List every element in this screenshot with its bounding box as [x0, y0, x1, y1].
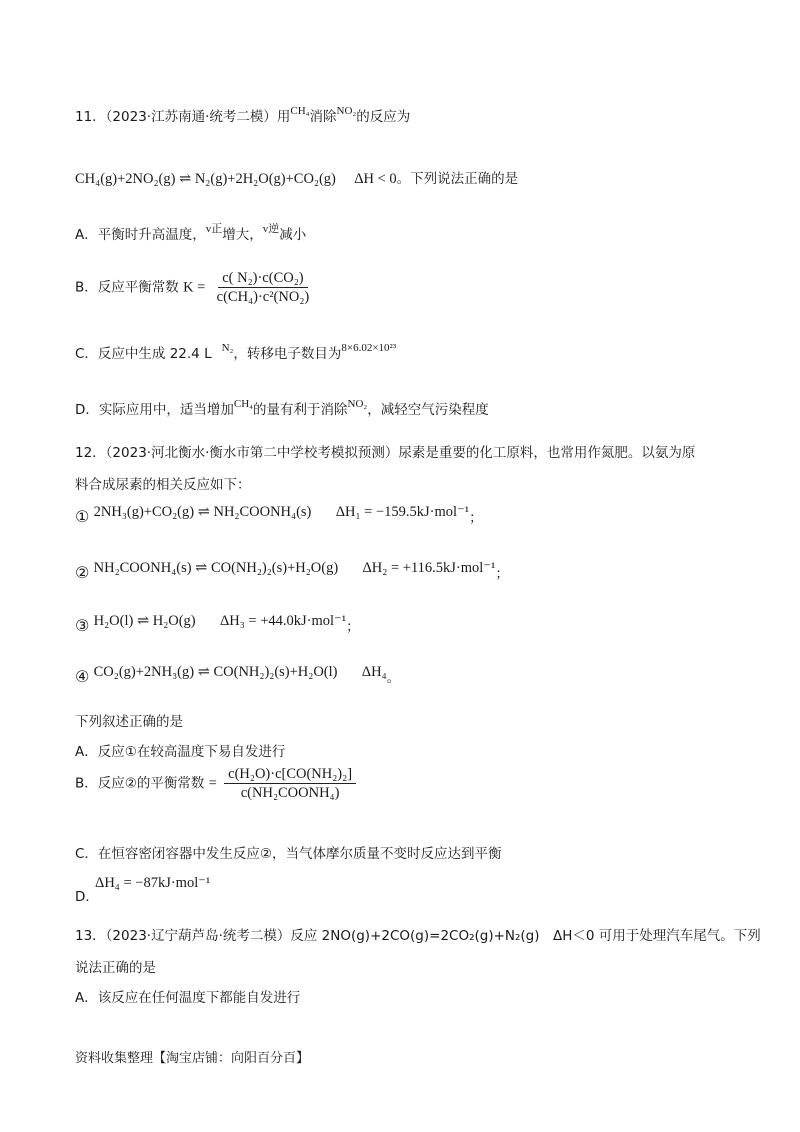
q11-option-d-text-2: 的量有利于消除	[253, 402, 348, 418]
q12-r3-equation: H₂O(l) ⇌ H₂O(g)	[93, 613, 196, 629]
q12-reaction-4	[75, 664, 401, 687]
q11-equation-line	[75, 170, 518, 188]
q12-k-numerator: c(H₂O)·c[CO(NH₂)₂]	[224, 766, 356, 784]
q12-r3-marker: ③	[75, 616, 90, 635]
q12-option-b	[75, 766, 359, 801]
q12-stem-line-1: 12．（2023·河北衡水·衡水市第二中学校考模拟预测）尿素是重要的化工原料，也常用作氮肥。以氨为原	[75, 445, 696, 461]
q11-option-d	[75, 398, 489, 420]
q12-r4-delta-h: ΔH₄	[361, 664, 387, 680]
q12-r2-end: ；	[495, 566, 509, 582]
q13-option-a: A．该反应在任何温度下都能自发进行	[75, 990, 301, 1006]
q11-eq-tail: 。下列说法正确的是	[396, 171, 519, 187]
q11-stem-text: 11．（2023·江苏南通·统考二模）用	[75, 109, 291, 125]
q12-r1-delta-h: ΔH₁ = −159.5kJ·mol⁻¹	[335, 504, 470, 520]
q11-option-a-text-3: 减小	[279, 227, 307, 243]
q11-option-c	[75, 342, 397, 364]
q12-k-denominator: c(NH₂COONH₄)	[240, 785, 340, 801]
q12-r2-marker: ②	[75, 563, 90, 582]
q11-no2-formula-2: NO₂	[347, 398, 368, 410]
q11-electron-count: 8×6.02×10²³	[341, 342, 397, 354]
q11-k-symbol: K =	[183, 279, 206, 296]
q11-stem-text-2: 消除	[309, 109, 337, 125]
q11-ch4-formula: CH₄	[290, 105, 310, 117]
q11-v-forward: v正	[205, 223, 223, 235]
q11-n2-formula: N₂	[221, 342, 234, 354]
q12-reaction-1	[75, 504, 483, 527]
q12-option-b-text: B．反应②的平衡常数	[75, 775, 205, 792]
q12-r2-equation: NH₂COONH₄(s) ⇌ CO(NH₂)₂(s)+H₂O(g)	[93, 560, 339, 576]
q11-option-d-text-3: ，减轻空气污染程度	[367, 402, 489, 418]
q12-r1-end: ；	[469, 510, 483, 526]
q12-reaction-3	[75, 613, 360, 636]
q12-stem-line-2: 料合成尿素的相关反应如下：	[75, 477, 251, 493]
q11-k-fraction	[213, 270, 314, 305]
q11-option-c-text-2: ，转移电子数目为	[233, 346, 342, 362]
q13-stem-line-1: 13．（2023·辽宁葫芦岛·统考二模）反应 2NO(g)+2CO(g)=2CO₂(g)+N₂(g) ΔH＜0 可用于处理汽车尾气。下列	[75, 928, 761, 944]
q11-option-a-text: A．平衡时升高温度，	[75, 227, 206, 243]
q12-r4-equation: CO₂(g)+2NH₃(g) ⇌ CO(NH₂)₂(s)+H₂O(l)	[93, 664, 338, 680]
q12-r1-marker: ①	[75, 507, 90, 526]
q11-equation: CH₄(g)+2NO₂(g) ⇌ N₂(g)+2H₂O(g)+CO₂(g)	[75, 171, 336, 187]
q11-option-a	[75, 223, 307, 245]
q12-r2-delta-h: ΔH₂ = +116.5kJ·mol⁻¹	[362, 560, 496, 576]
q11-k-denominator: c(CH₄)·c²(NO₂)	[216, 289, 310, 305]
q11-no2-formula: NO₂	[336, 105, 357, 117]
q11-ch4-formula-2: CH₄	[233, 398, 254, 410]
q11-stem-text-3: 的反应为	[356, 109, 411, 125]
q12-option-d-label: D．	[75, 889, 99, 905]
q13-stem-line-2: 说法正确的是	[75, 960, 156, 976]
page-footer: 资料收集整理【淘宝店铺：向阳百分百】	[75, 1051, 310, 1066]
q12-r3-end: ；	[346, 619, 360, 635]
q12-r3-delta-h: ΔH₃ = +44.0kJ·mol⁻¹	[219, 613, 347, 629]
q11-option-d-text: D．实际应用中，适当增加	[75, 402, 234, 418]
q12-prompt: 下列叙述正确的是	[75, 714, 183, 730]
q12-reaction-2	[75, 560, 509, 583]
q11-k-numerator: c( N₂)·c(CO₂)	[218, 270, 307, 288]
q12-option-c: C．在恒容密闭容器中发生反应②，当气体摩尔质量不变时反应达到平衡	[75, 846, 502, 862]
q12-r4-end: 。	[386, 670, 401, 686]
q12-option-d-value: ΔH₄ = −87kJ·mol⁻¹	[95, 875, 211, 891]
q11-stem	[75, 105, 411, 127]
q11-option-c-text: C．反应中生成 22.4 L	[75, 346, 212, 362]
q12-r1-equation: 2NH₃(g)+CO₂(g) ⇌ NH₂COONH₄(s)	[93, 504, 312, 520]
q12-equals: =	[208, 775, 217, 792]
q12-k-fraction	[224, 766, 356, 801]
q11-option-b	[75, 270, 316, 305]
q11-delta-h: ΔH < 0	[354, 171, 397, 187]
q12-option-a: A．反应①在较高温度下易自发进行	[75, 744, 286, 760]
q11-option-b-text: B．反应平衡常数	[75, 279, 179, 296]
q11-v-reverse: v逆	[262, 223, 280, 235]
q11-option-a-text-2: 增大，	[222, 227, 263, 243]
q12-r4-marker: ④	[75, 667, 90, 686]
